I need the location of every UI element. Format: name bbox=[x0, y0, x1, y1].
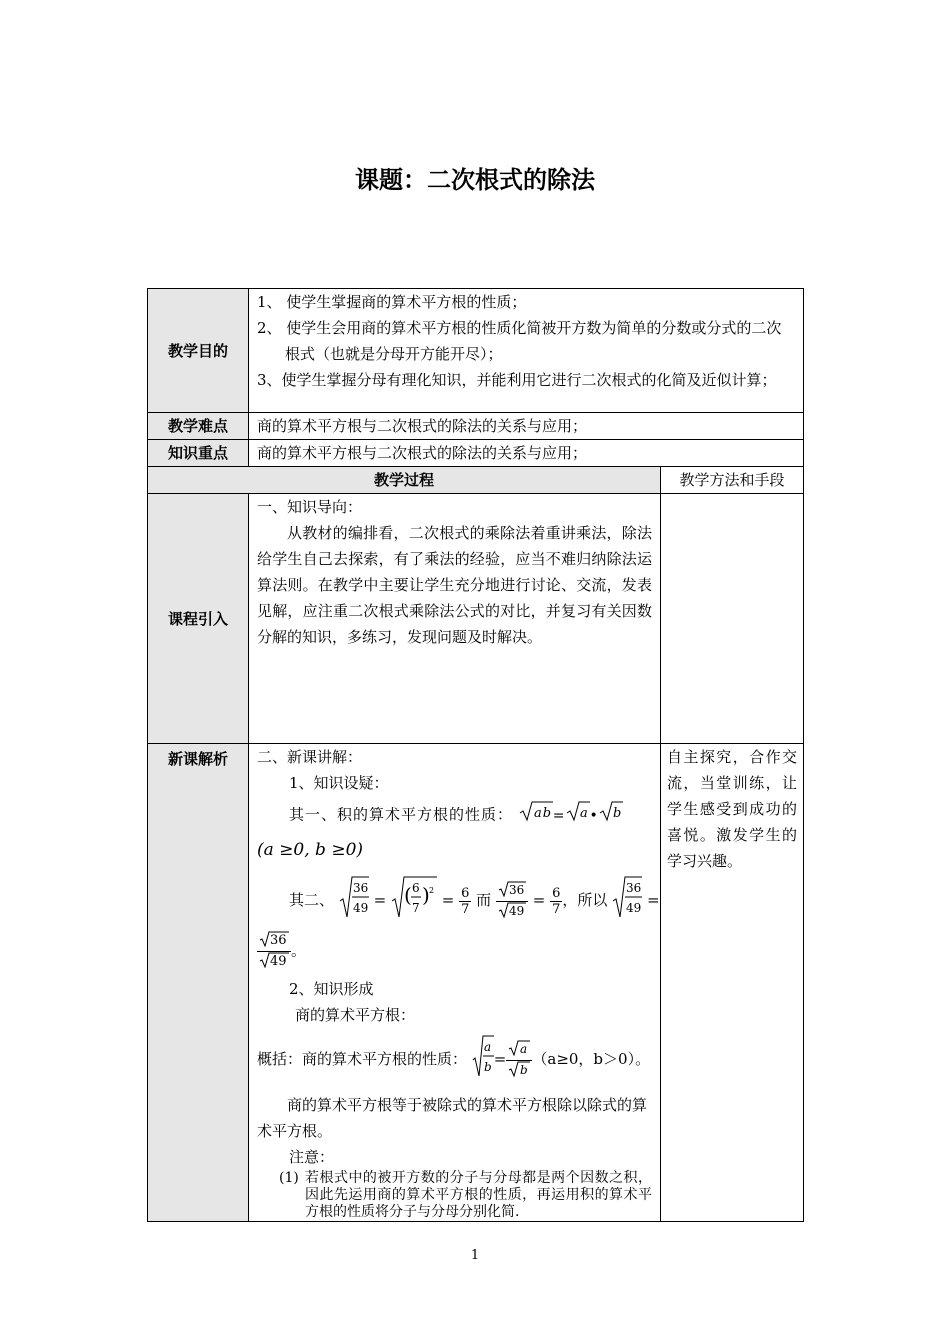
focus-text: 商的算术平方根与二次根式的除法的关系与应用； bbox=[249, 440, 804, 467]
svg-text:36: 36 bbox=[626, 881, 642, 895]
quotient-text: 商的算术平方根等于被除式的算术平方根除以除式的算术平方根。 bbox=[257, 1096, 648, 1140]
method-text: 自主探究，合作交流，当堂训练，让学生感受到成功的喜悦。激发学生的学习兴趣。 bbox=[661, 744, 804, 1222]
svg-text:(: ( bbox=[403, 883, 412, 907]
svg-text:49: 49 bbox=[626, 901, 642, 915]
numerator: 6 bbox=[552, 885, 561, 901]
intro-text: 从教材的编排看，二次根式的乘除法着重讲乘法，除法给学生自己去探索，有了乘法的经验，应当不难归纳除法运算法则。在教学中主要让学生充分地进行讨论、交流，发表见解，应注重二次根式乘除法公式的对比，并复习有关因数分解的知识，多练习，发现问题及时解决。 bbox=[257, 524, 652, 646]
fraction-sqrt-a-sqrt-b bbox=[506, 1040, 532, 1081]
property-2-line bbox=[257, 875, 660, 927]
property-2-continued bbox=[257, 931, 652, 972]
denominator bbox=[496, 902, 528, 922]
difficulty-label: 教学难点 bbox=[148, 413, 249, 440]
dot-operator: • bbox=[589, 807, 599, 824]
summary-line bbox=[257, 1034, 652, 1086]
radical-sign-icon bbox=[259, 931, 289, 947]
denominator: 7 bbox=[552, 901, 561, 917]
fraction-6-7 bbox=[550, 886, 562, 917]
equals-sign: = bbox=[373, 891, 387, 909]
property-1-text: 其一、积的算术平方根的性质： bbox=[289, 805, 514, 824]
radical-sign-icon bbox=[498, 902, 526, 918]
note-label: 注意： bbox=[289, 1148, 335, 1166]
and-word: 而 bbox=[476, 891, 492, 909]
numerator: 6 bbox=[411, 881, 420, 895]
radicand: b bbox=[612, 806, 623, 821]
intro-heading: 一、知识导向： bbox=[257, 498, 363, 516]
sqrt-a-over-b bbox=[472, 1034, 494, 1086]
process-header: 教学过程 bbox=[148, 467, 661, 494]
quotient-title: 商的算术平方根： bbox=[295, 1006, 416, 1024]
method-header: 教学方法和手段 bbox=[661, 467, 804, 494]
numerator: 6 bbox=[461, 885, 470, 901]
focus-row bbox=[148, 440, 804, 467]
note-text: 若根式中的被开方数的分子与分母都是两个因数之积，因此先运用商的算术平方根的性质，再运用积的算术平方根的性质将分子与分母分别化简. bbox=[305, 1170, 652, 1220]
radical-sign-icon bbox=[339, 875, 369, 919]
new-lesson-cell bbox=[249, 744, 661, 1222]
period: 。 bbox=[291, 941, 307, 960]
goal-item: 3、使学生掌握分母有理化知识，并能利用它进行二次根式的化简及近似计算； bbox=[257, 371, 777, 389]
radical-sign-icon bbox=[519, 800, 553, 822]
radical-sign-icon bbox=[508, 1061, 530, 1077]
svg-text:b: b bbox=[520, 1062, 529, 1077]
equals-sign: = bbox=[552, 807, 566, 824]
goal-item: 1、 使学生掌握商的算术平方根的性质； bbox=[257, 293, 527, 311]
svg-text:b: b bbox=[483, 1060, 492, 1074]
page-number: 1 bbox=[470, 1248, 480, 1263]
fraction-sqrt36-sqrt49 bbox=[257, 931, 291, 972]
header-row bbox=[148, 467, 804, 494]
svg-text:49: 49 bbox=[270, 954, 287, 968]
equals-sign: = bbox=[532, 891, 546, 909]
so-word: ，所以 bbox=[562, 891, 608, 909]
sqrt-b bbox=[599, 800, 623, 831]
intro-row bbox=[148, 494, 804, 744]
radical-sign-icon bbox=[599, 800, 623, 822]
svg-text:): ) bbox=[421, 883, 430, 907]
note-item bbox=[257, 1170, 652, 1221]
goal-cell bbox=[249, 289, 804, 413]
difficulty-text: 商的算术平方根与二次根式的除法的关系与应用； bbox=[249, 413, 804, 440]
numerator bbox=[496, 881, 528, 902]
intro-cell bbox=[249, 494, 661, 744]
property-1-formula bbox=[519, 808, 623, 824]
equals-sign: = bbox=[441, 891, 455, 909]
property-1-condition: (a ≥0, b ≥0) bbox=[257, 840, 364, 860]
property-1-line bbox=[257, 800, 652, 831]
equals-sign: = bbox=[493, 1050, 507, 1068]
radical-sign-icon bbox=[508, 1040, 530, 1056]
note-number: (1) bbox=[279, 1170, 299, 1186]
denominator: 49 bbox=[352, 901, 369, 915]
svg-text:49: 49 bbox=[508, 903, 525, 918]
fraction-6-7 bbox=[459, 886, 471, 917]
difficulty-row bbox=[148, 413, 804, 440]
new-heading: 二、新课讲解： bbox=[257, 748, 363, 766]
radical-sign-icon bbox=[391, 875, 437, 919]
equals-sign: = bbox=[646, 891, 660, 909]
radical-sign-icon bbox=[498, 881, 526, 897]
sqrt-a bbox=[566, 800, 590, 831]
svg-text:a: a bbox=[520, 1041, 528, 1056]
summary-condition: （a≥0，b＞0）。 bbox=[532, 1050, 651, 1068]
numerator: 36 bbox=[352, 881, 369, 895]
summary-prefix: 概括：商的算术平方根的性质： bbox=[257, 1050, 468, 1068]
property-2-prefix: 其二、 bbox=[289, 891, 335, 909]
new-lesson-row bbox=[148, 744, 804, 1222]
svg-text:a: a bbox=[483, 1040, 491, 1054]
intro-label: 课程引入 bbox=[148, 494, 249, 744]
sqrt-6-over-7-squared bbox=[391, 875, 437, 927]
denominator: 7 bbox=[461, 901, 470, 917]
focus-label: 知识重点 bbox=[148, 440, 249, 467]
intro-method-cell bbox=[661, 494, 804, 744]
radicand: a bbox=[579, 806, 589, 821]
lesson-table bbox=[147, 288, 804, 1222]
radical-sign-icon bbox=[612, 875, 642, 919]
sqrt-36-over-49 bbox=[339, 875, 369, 927]
fraction-sqrt36-sqrt49 bbox=[496, 881, 528, 922]
radical-sign-icon bbox=[259, 952, 289, 968]
svg-text:36: 36 bbox=[270, 933, 287, 947]
svg-text:36: 36 bbox=[508, 882, 525, 897]
sqrt-36-over-49 bbox=[612, 875, 642, 927]
sub-heading-2: 2、知识形成 bbox=[289, 980, 374, 998]
radicand: ab bbox=[533, 806, 552, 821]
sub-heading-1: 1、知识设疑： bbox=[289, 774, 389, 792]
goal-row bbox=[148, 289, 804, 413]
goal-item: 2、 使学生会用商的算术平方根的性质化简被开方数为简单的分数或分式的二次根式（也就是分母开方能开尽）； bbox=[257, 319, 782, 363]
radical-sign-icon bbox=[566, 800, 590, 822]
radical-sign-icon bbox=[472, 1034, 494, 1078]
denominator: 7 bbox=[411, 901, 420, 915]
page-title: 课题：二次根式的除法 bbox=[355, 166, 595, 194]
new-lesson-label: 新课解析 bbox=[148, 744, 249, 1222]
exponent: 2 bbox=[428, 886, 435, 895]
sqrt-ab bbox=[519, 800, 553, 831]
goal-label: 教学目的 bbox=[148, 289, 249, 413]
